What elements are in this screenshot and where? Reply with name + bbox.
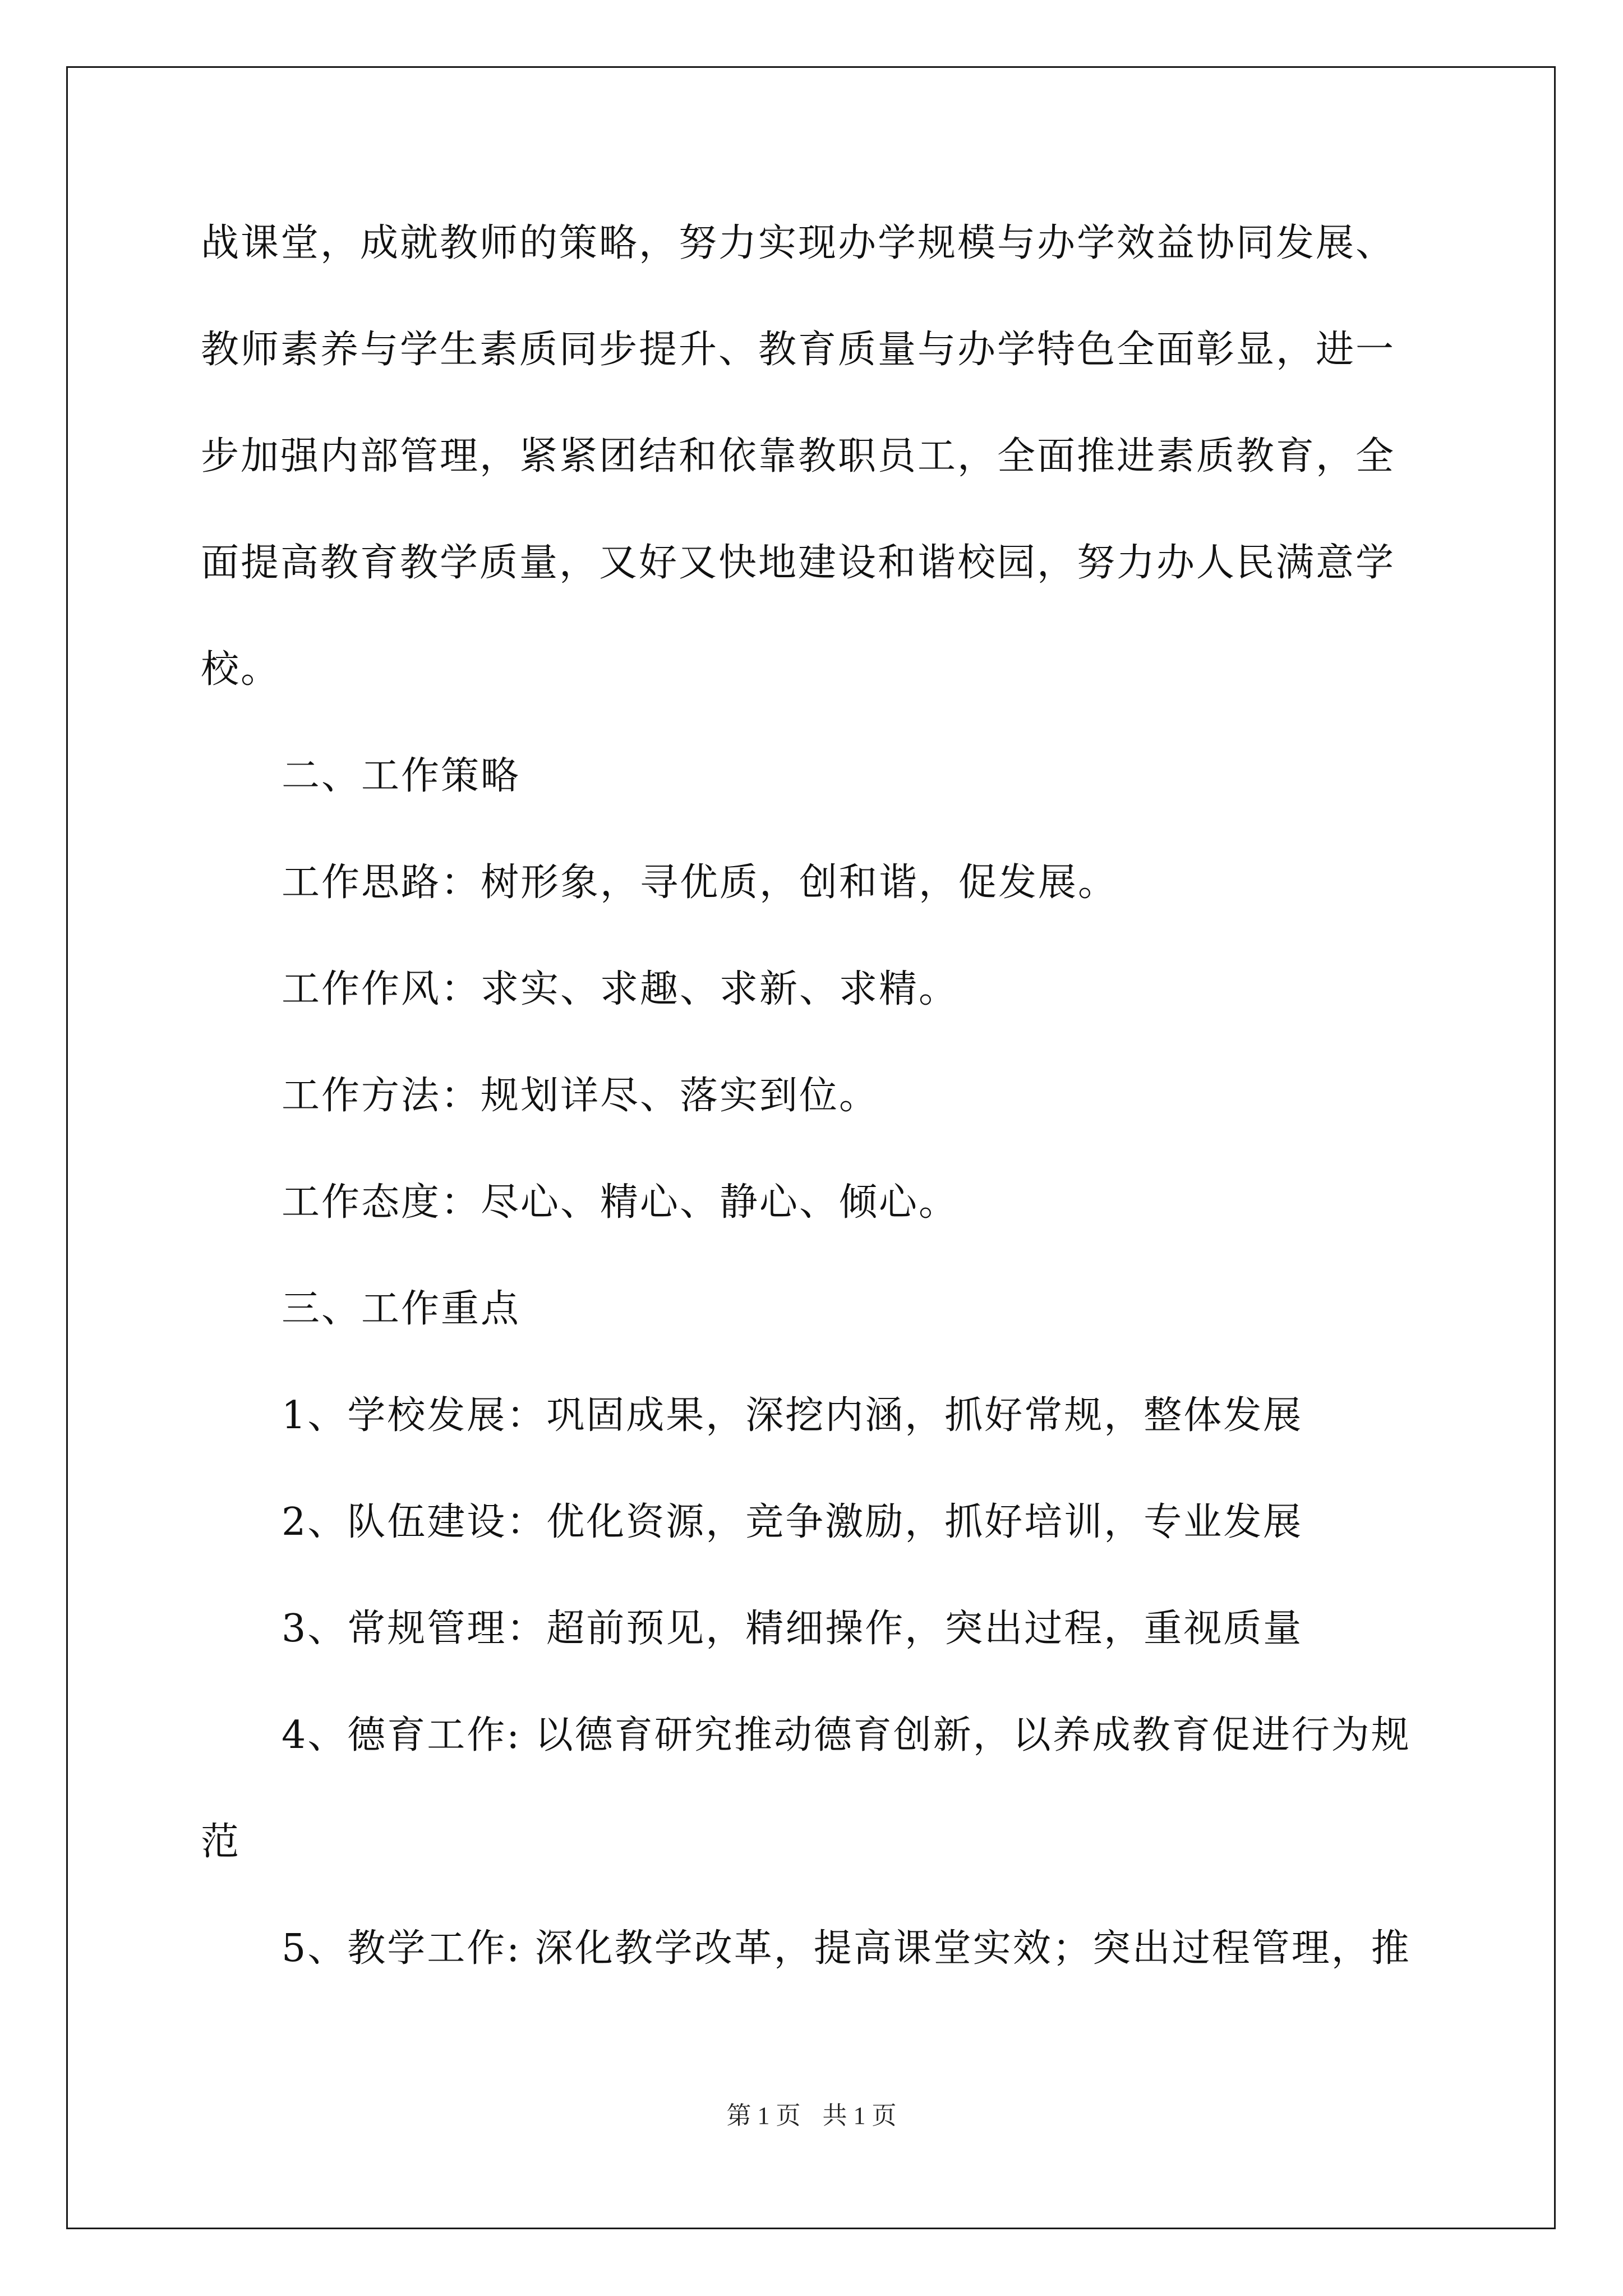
list-item: 5、教学工作: 深化教学改革，提高课堂实效；突出过程管理，推 (282, 1926, 1411, 1971)
list-item: 4、德育工作: 以德育研究推动德育创新，以养成教育促进行为规 (282, 1713, 1411, 1757)
section-heading: 二、工作策略 (282, 754, 521, 798)
page-number: 第 1 页 (726, 2102, 801, 2129)
text-line: 工作作风：求实、求趣、求新、求精。 (282, 967, 959, 1011)
list-item: 3、常规管理：超前预见，精细操作，突出过程，重视质量 (282, 1607, 1303, 1651)
list-item: 1、学校发展：巩固成果，深挖内涵，抓好常规，整体发展 (282, 1393, 1303, 1438)
page-total: 共 1 页 (822, 2102, 897, 2129)
page-footer (0, 2095, 1623, 2131)
text-line: 范 (201, 1820, 241, 1864)
text-line: 校。 (201, 647, 281, 692)
text-line: 步加强内部管理，紧紧团结和依靠教职员工，全面推进素质教育，全 (201, 434, 1396, 478)
text-line: 工作方法：规划详尽、落实到位。 (282, 1074, 879, 1118)
text-line: 面提高教育教学质量，又好又快地建设和谐校园，努力办人民满意学 (201, 541, 1396, 585)
text-line: 教师素养与学生素质同步提升、教育质量与办学特色全面彰显，进一 (201, 328, 1396, 372)
text-line: 战课堂，成就教师的策略，努力实现办学规模与办学效益协同发展、 (201, 221, 1396, 265)
text-line: 工作态度：尽心、精心、静心、倾心。 (282, 1180, 959, 1225)
page-border (66, 66, 1556, 2229)
list-item: 2、队伍建设：优化资源，竞争激励，抓好培训，专业发展 (282, 1500, 1303, 1544)
section-heading: 三、工作重点 (282, 1287, 521, 1331)
text-line: 工作思路：树形象，寻优质，创和谐，促发展。 (282, 861, 1118, 905)
